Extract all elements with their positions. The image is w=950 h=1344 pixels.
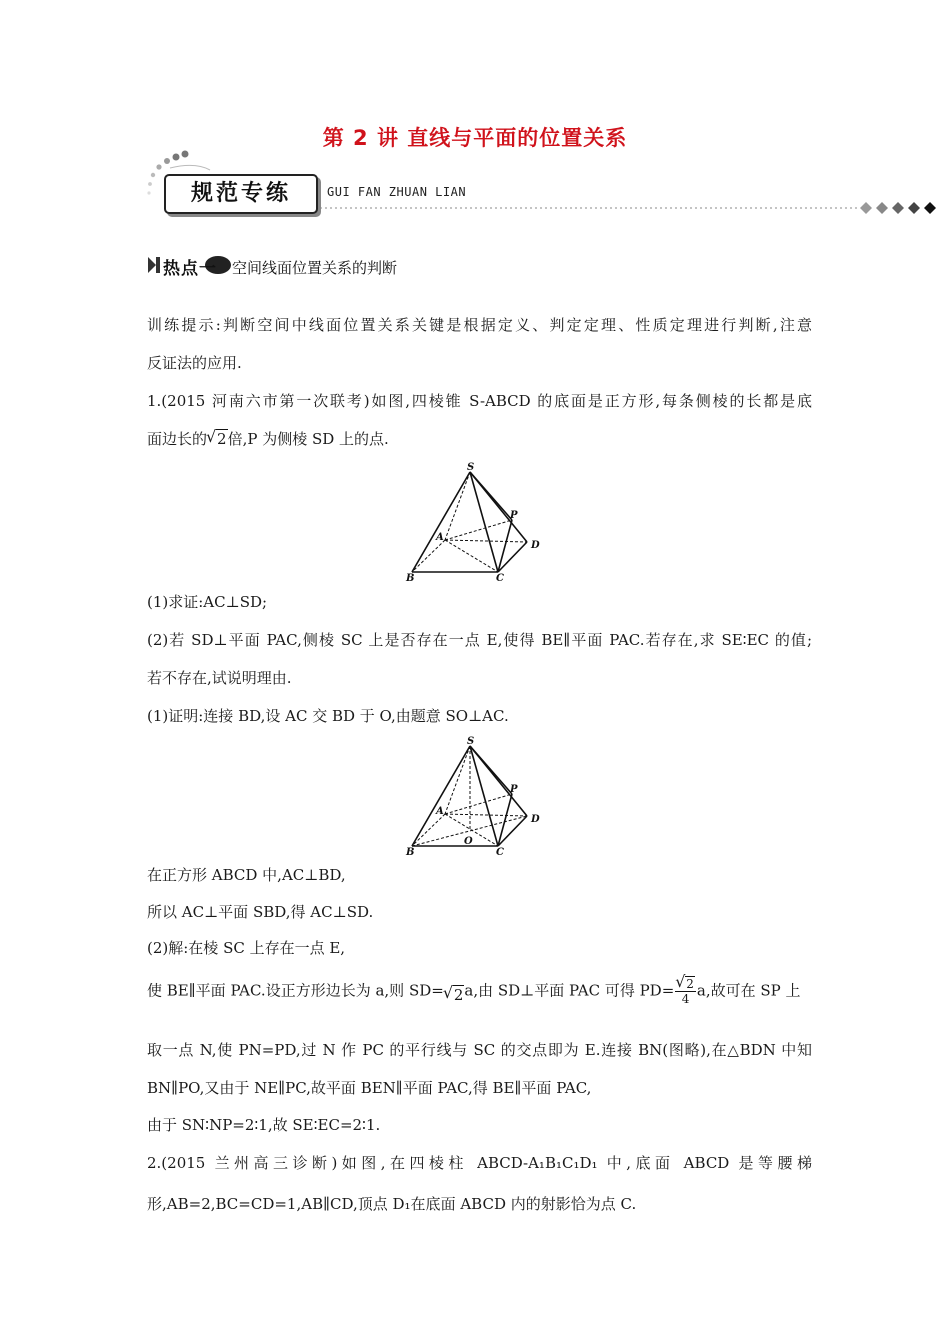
label-B: B (406, 847, 415, 858)
question-1-part-1: (1)求证:AC⊥SD; (147, 593, 268, 611)
fraction-sqrt2-over-4: √ $\frac{2}{4}$ (675, 977, 696, 1006)
solution-2-line-3: 取一点 N,使 PN=PD,过 N 作 PC 的平行线与 SC 的交点即为 E.连接 BN(图略),在△BDN 中知 (147, 1041, 812, 1059)
banner-subtitle: GUI FAN ZHUAN LIAN (327, 185, 467, 199)
label-O: O (464, 836, 473, 847)
label-P: P (510, 510, 518, 521)
solution-1-line-2: 在正方形 ABCD 中,AC⊥BD, (147, 866, 346, 884)
sqrt-symbol: √ 2 (444, 984, 465, 1006)
label-B: B (406, 573, 415, 584)
label-S: S (467, 736, 475, 747)
question-2-line-2: 形,AB=2,BC=CD=1,AB∥CD,顶点 D₁在底面 ABCD 内的射影恰为点 C. (147, 1195, 637, 1213)
hotspot-label: 热点一 (163, 259, 217, 279)
hotspot-text: 空间线面位置关系的判断 (232, 259, 398, 277)
question-1-line-1: 1.(2015 河南六市第一次联考)如图,四棱锥 S-ABCD 的底面是正方形,每条侧棱的长都是底 (147, 392, 812, 410)
solution-1-line-1: (1)证明:连接 BD,设 AC 交 BD 于 O,由题意 SO⊥AC. (147, 707, 509, 725)
label-C: C (496, 573, 504, 584)
label-D: D (531, 540, 540, 551)
question-1-part-2-line-1: (2)若 SD⊥平面 PAC,侧棱 SC 上是否存在一点 E,使得 BE∥平面 PAC.若存在,求 SE∶EC 的值; (147, 631, 812, 649)
hint-line-1: 训练提示:判断空间中线面位置关系关键是根据定义、判定定理、性质定理进行判断,注意 (147, 316, 812, 334)
solution-1-line-3: 所以 AC⊥平面 SBD,得 AC⊥SD. (147, 903, 374, 921)
section-banner (140, 150, 940, 220)
solution-2-line-1: (2)解:在棱 SC 上存在一点 E, (147, 939, 346, 957)
hint-line-2: 反证法的应用. (147, 354, 242, 372)
label-S: S (467, 462, 475, 473)
label-A: A (436, 532, 444, 543)
label-A: A (436, 806, 444, 817)
question-2-line-1: 2.(2015 兰州高三诊断)如图,在四棱柱 ABCD-A₁B₁C₁D₁ 中,底面 ABCD 是等腰梯 (147, 1154, 812, 1172)
page-title: 第 2 讲 直线与平面的位置关系 (322, 126, 628, 150)
question-1-part-2-line-2: 若不存在,试说明理由. (147, 669, 292, 687)
solution-2-line-4: BN∥PO,又由于 NE∥PC,故平面 BEN∥平面 PAC,得 BE∥平面 PAC, (147, 1079, 592, 1097)
sqrt-symbol: √ 2 (207, 428, 228, 450)
figure-pyramid-2 (400, 734, 560, 862)
label-P: P (510, 784, 518, 795)
label-D: D (531, 814, 540, 825)
banner-label: 规范专练 (164, 174, 318, 214)
question-1-line-2: 面边长的√ 2倍,P 为侧棱 SD 上的点. (147, 428, 812, 450)
figure-pyramid-1 (400, 460, 560, 588)
solution-2-line-5: 由于 SN∶NP=2∶1,故 SE∶EC=2∶1. (147, 1116, 381, 1134)
label-C: C (496, 847, 504, 858)
solution-2-line-2: 使 BE∥平面 PAC.设正方形边长为 a,则 SD=√ 2a,由 SD⊥平面 PAC 可得 PD= √ $\frac{2}{4}$ a,故可在 SP 上 (147, 977, 812, 1006)
